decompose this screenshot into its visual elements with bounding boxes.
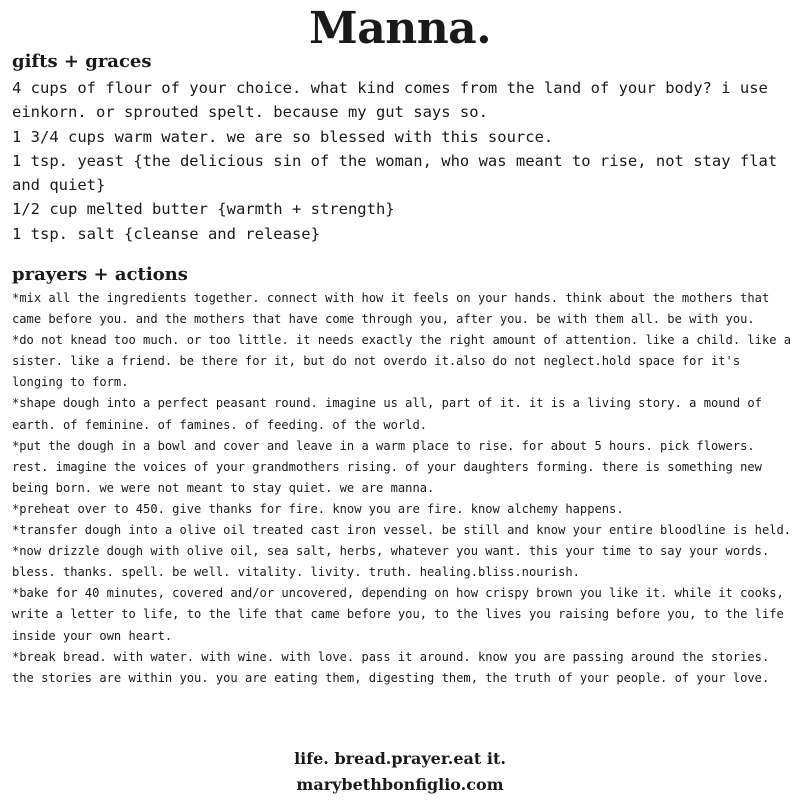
page-title: Manna. bbox=[308, 3, 492, 54]
gifts-heading: gifts + graces bbox=[12, 51, 152, 72]
ingredient-item: 1/2 cup melted butter {warmth + strength} bbox=[12, 200, 395, 219]
step-item: *transfer dough into a olive oil treated cast iron vessel. be still and know your entire bloodline is held. bbox=[12, 523, 792, 538]
step-item: *put the dough in a bowl and cover and leave in a warm place to rise. for about 5 hours. pick flowers. rest. imagine the voices of your grandmothers rising. of your daughters forming. there is something new being born. we were not meant to stay quiet. we are manna. bbox=[12, 438, 762, 495]
step-item: *shape dough into a perfect peasant round. imagine us all, part of it. it is a living story. a mound of earth. of feminine. of famines. of feeding. of the world. bbox=[12, 396, 762, 432]
ingredient-item: 1 tsp. salt {cleanse and release} bbox=[12, 224, 320, 243]
step-item: *break bread. with water. with wine. with love. pass it around. know you are passing around the stories. the stories are within you. you are eating them, digesting them, the truth of your people. of your love. bbox=[12, 649, 770, 685]
step-item: *mix all the ingredients together. connect with how it feels on your hands. think about the mothers that came before you. and the mothers that have come through you, after you. be with them all. be with you. bbox=[12, 291, 770, 327]
step-item: *preheat over to 450. give thanks for fire. know you are fire. know alchemy happens. bbox=[12, 501, 624, 516]
ingredient-list bbox=[12, 76, 792, 246]
step-item: *now drizzle dough with olive oil, sea salt, herbs, whatever you want. this your time to say your words. bless. thanks. spell. be well. vitality. livity. truth. healing.bliss.nourish. bbox=[12, 544, 770, 580]
prayers-heading: prayers + actions bbox=[12, 264, 188, 285]
ingredient-item: 4 cups of flour of your choice. what kind comes from the land of your body? i use einkorn. or sprouted spelt. because my gut says so. bbox=[12, 79, 768, 122]
ingredient-item: 1 3/4 cups warm water. we are so blessed with this source. bbox=[12, 127, 554, 146]
step-list bbox=[12, 288, 792, 689]
ingredient-item: 1 tsp. yeast {the delicious sin of the woman, who was meant to rise, not stay flat and quiet} bbox=[12, 151, 778, 195]
footer-tagline: life. bread.prayer.eat it. bbox=[294, 749, 506, 768]
footer-website: marybethbonfiglio.com bbox=[296, 775, 504, 794]
step-item: *bake for 40 minutes, covered and/or uncovered, depending on how crispy brown you like it. while it cooks, write a letter to life, to the life that came before you, to the lives you raising before you, to the life inside your own heart. bbox=[12, 586, 784, 643]
step-item: *do not knead too much. or too little. it needs exactly the right amount of attention. like a child. like a sister. like a friend. be there for it, but do not overdo it.also do not neglect.hold space for it's longing to form. bbox=[12, 333, 792, 390]
